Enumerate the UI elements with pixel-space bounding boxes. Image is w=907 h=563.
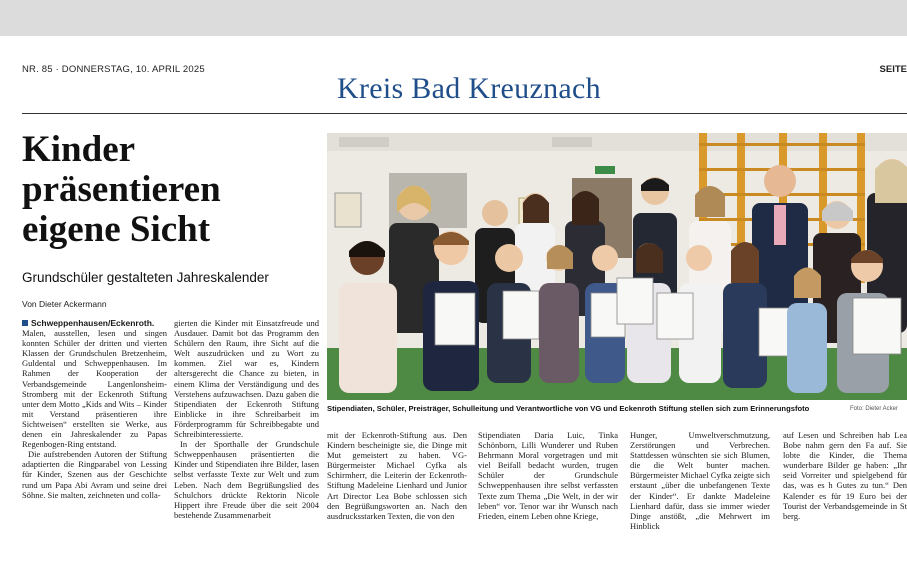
group-photo-illustration xyxy=(327,133,907,400)
page-number-label: SEITE xyxy=(879,64,907,75)
article-paragraph: In der Sporthalle der Grundschule Schweppenhausen präsentierten die Kinder und Stipendiaten ihre Bilder, lasen selbst verfasste Texte zur Welt und zum Leben. Nach dem Begrüßungslied des Schulchors drückte Rektorin Nicole Hippert ihre Freude über die seit 2004 bestehende Zusammenarbeit xyxy=(174,439,319,520)
header-rule xyxy=(22,113,907,114)
group-photo xyxy=(327,133,907,400)
dateline: Schweppenhausen/Eckenroth. xyxy=(31,318,155,328)
article-byline: Von Dieter Ackermann xyxy=(22,299,107,309)
article-column-5: Hunger, Umweltverschmutzung, Zerstörungen und Verbrechen. Stattdessen wünschten sie sich Blumen, die die Welt bunter machen. Bürgermeister Michael Cyfka zeigte sich erstaunt „über die unbefangenen Texte der Kinder“. Er dankte Madeleine Lienhard dafür, dass sie immer wieder Dinge anstößt, „die Mehrwert im Hinblick xyxy=(630,430,770,531)
article-paragraph xyxy=(22,318,167,449)
article-column-2 xyxy=(174,318,319,533)
issue-date-header: NR. 85 · DONNERSTAG, 10. APRIL 2025 xyxy=(22,64,205,75)
article-column-4: Stipendiaten Daria Luic, Tinka Schönborn, Lilli Wunderer und Ruben Behrmann Moral vorgetragen und mit viel Beifall bedacht wurden, trugen Schüler der Grundschule Schweppenhausen ihre selbst verfassten Texte zum Thema „Die Welt, in der wir leben“ vor. Tenor war ihr Wunsch nach Frieden, einem Leben ohne Kriege, xyxy=(478,430,618,521)
browser-top-bar xyxy=(0,0,907,36)
article-column-3: mit der Eckenroth-Stiftung aus. Den Kindern bescheinigte sie, die Dinge mit Mut gemeistert zu haben. VG-Bürgermeister Michael Cyfka als Schirmherr, die Leiterin der Eckenroth-Stiftung Madeleine Lienhard und Junior Art Director Lea Bobe schlossen sich den Begrüßungsworten an. Nach den ausdrucksstarken Texten, die von den xyxy=(327,430,467,521)
paragraph-text: Malen, ausstellen, lesen und singen konnten Schüler der dritten und vierten Klassen der Grundschulen Bretzenheim, Guldental und Schweppenhausen. Im Rahmen der Kooperation der Verbandsgemeinde Langenlonsheim-Stromberg mit der Eckenroth Stiftung unter dem Motto „Kids and Wits – Kinder mit Verstand präsentieren ihre Sichtweisen“ erstellten sie Werke, aus denen ein Jahreskalender zu Papas Regenbogen-Ring entstand. xyxy=(22,328,167,450)
section-title: Kreis Bad Kreuznach xyxy=(337,72,601,105)
article-column-6: auf Lesen und Schreiben hab Lea Bobe nahm gern den Fa auf. Sie lobte die Kinder, die Thema wunderbare Bilder ge haben: „Ihr seid Vorreiter und spielgebend für das, was es h Gutes zu tun.“ Den Kalender es für 19 Euro bei der Tourist der Verbandsgemeinde in St berg. xyxy=(783,430,907,521)
article-headline: Kinder präsentieren eigene Sicht xyxy=(22,129,221,250)
article-paragraph: Die aufstrebenden Autoren der Stiftung adaptierten die Ringparabel von Lessing für Kinder, Szenen aus der Geschichte rund um Papa Abi Avram und seine drei Söhne. Sie malten, zeichneten und colla- xyxy=(22,449,167,500)
photo-caption: Stipendiaten, Schüler, Preisträger, Schulleitung und Verantwortliche von VG und Eckenroth Stiftung stellen sich zum Erinnerungsfoto xyxy=(327,404,810,413)
article-subhead: Grundschüler gestalteten Jahreskalender xyxy=(22,270,269,285)
photo-credit: Foto: Dieter Acker xyxy=(850,406,899,412)
article-paragraph: gierten die Kinder mit Einsatzfreude und Ausdauer. Damit bot das Programm den Schülern den Raum, ihre Sicht auf die Welt auszudrücken und zu Wort zu kommen. Ziel war es, Kindern altersgerecht die Chance zu bieten, in einem Klima der Verständigung und des Verstehens aufzuwachsen. Dazu gaben die Stipendiaten der Eckenroth Stiftung Einblicke in ihre Schreibarbeit im Förderprogramm für Schreibbegabte und Schreibinteressierte. xyxy=(174,318,319,440)
square-bullet-icon xyxy=(22,320,28,326)
article-column-1 xyxy=(22,318,167,533)
